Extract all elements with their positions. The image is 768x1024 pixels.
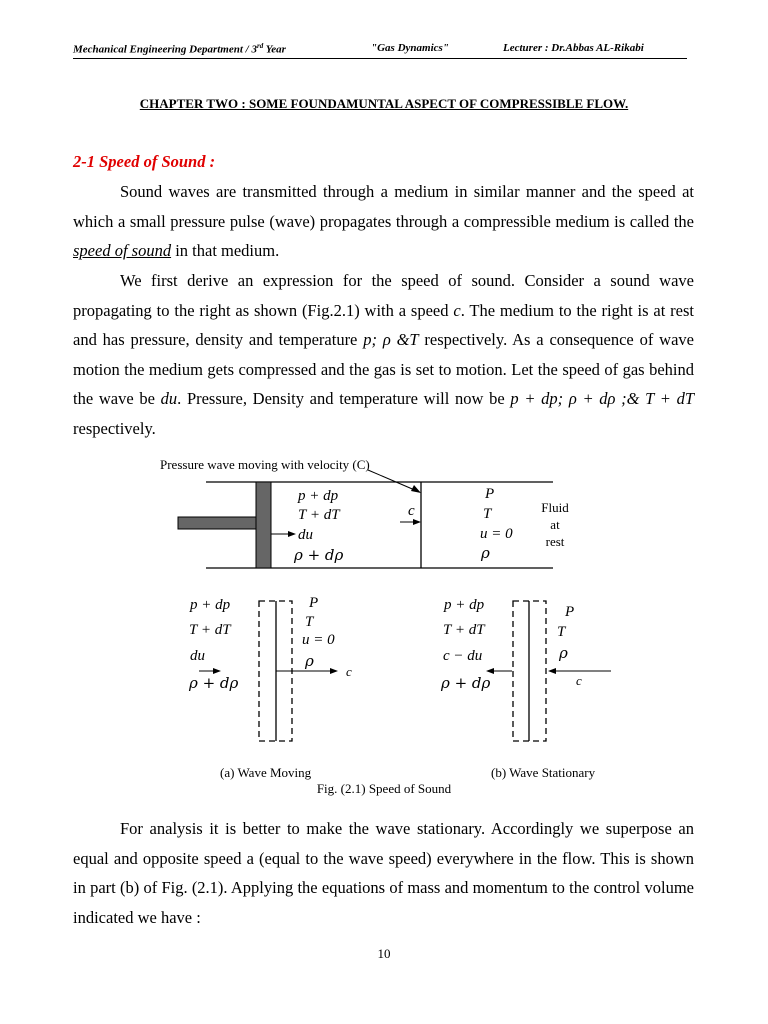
a-left-density: ρ + dρ [189, 674, 239, 692]
caption-a: (a) Wave Moving [220, 765, 312, 780]
b-right-pressure: P [565, 604, 575, 620]
a-left-temperature: T + dT [189, 622, 231, 638]
header-lecturer: Lecturer : Dr.Abbas AL-Rikabi [503, 42, 644, 54]
fluid-at-rest-label: Fluid at rest [541, 500, 569, 549]
paragraph-2: We first derive an expression for the speed of sound. Consider a sound wave propagating to the right as shown (Fig.2.1) with a speed c. The medium to the right is at rest and has pressure, density and temperature p; ρ &T respectively. As a consequence of wave motion the medium gets compressed and the gas is set to motion. Let the speed of gas behind the wave be du. Pressure, Density and temperature will now be p + dp; ρ + dρ ;& T + dT respectively. [73, 271, 694, 438]
a-left-pressure: p + dp [190, 597, 231, 613]
wave-speed-label: c [408, 503, 415, 519]
behind-density: ρ + dρ [294, 546, 344, 564]
paragraph-3: For analysis it is better to make the wave stationary. Accordingly we superpose an equal and opposite speed a (equal to the wave speed) everywhere in the flow. This is shown in part (b) of Fig. (2.1). Applying the equations of mass and momentum to the control volume indicated we have : [73, 819, 694, 927]
paragraph-1: Sound waves are transmitted through a medium in similar manner and the speed at which a small pressure pulse (wave) propagates through a compressible medium is called the speed of sound in that medium. [73, 182, 694, 261]
arrow-c-a [330, 668, 338, 674]
behind-temperature: T + dT [298, 507, 340, 523]
figure-top-caption: Pressure wave moving with velocity (C) [160, 457, 370, 472]
b-left-pressure: p + dp [444, 597, 485, 613]
b-left-density: ρ + dρ [441, 674, 491, 692]
caption-b: (b) Wave Stationary [491, 765, 596, 780]
a-right-velocity: u = 0 [302, 632, 335, 648]
b-left-velocity: c − du [443, 648, 483, 664]
a-right-temperature: T [305, 614, 314, 630]
speed-of-sound-term: speed of sound [73, 241, 172, 261]
chapter-title: CHAPTER TWO : SOME FOUNDAMUNTAL ASPECT OF COMPRESSIBLE FLOW. [139, 96, 629, 111]
header-course: "Gas Dynamics" [371, 42, 449, 54]
ahead-pressure: P [485, 486, 495, 502]
arrow-c-b [548, 668, 556, 674]
piston-rod [178, 517, 256, 529]
behind-velocity: du [298, 527, 313, 543]
a-right-pressure: P [309, 595, 319, 611]
ahead-velocity: u = 0 [480, 526, 513, 542]
header-department: Mechanical Engineering Department / 3rd Year [73, 42, 286, 56]
b-arrow-label: c [576, 673, 582, 688]
ahead-density: ρ [481, 544, 490, 562]
a-arrow-label: c [346, 664, 352, 679]
page-number: 10 [377, 946, 391, 961]
figure-caption: Fig. (2.1) Speed of Sound [316, 781, 452, 796]
section-title: 2-1 Speed of Sound : [73, 152, 216, 171]
b-left-temperature: T + dT [443, 622, 485, 638]
piston-head [256, 482, 271, 568]
a-left-velocity: du [190, 648, 205, 664]
b-right-density: ρ [559, 644, 568, 662]
b-right-temperature: T [557, 624, 566, 640]
ahead-temperature: T [483, 506, 492, 522]
a-right-density: ρ [305, 652, 314, 670]
behind-pressure: p + dp [298, 488, 339, 504]
